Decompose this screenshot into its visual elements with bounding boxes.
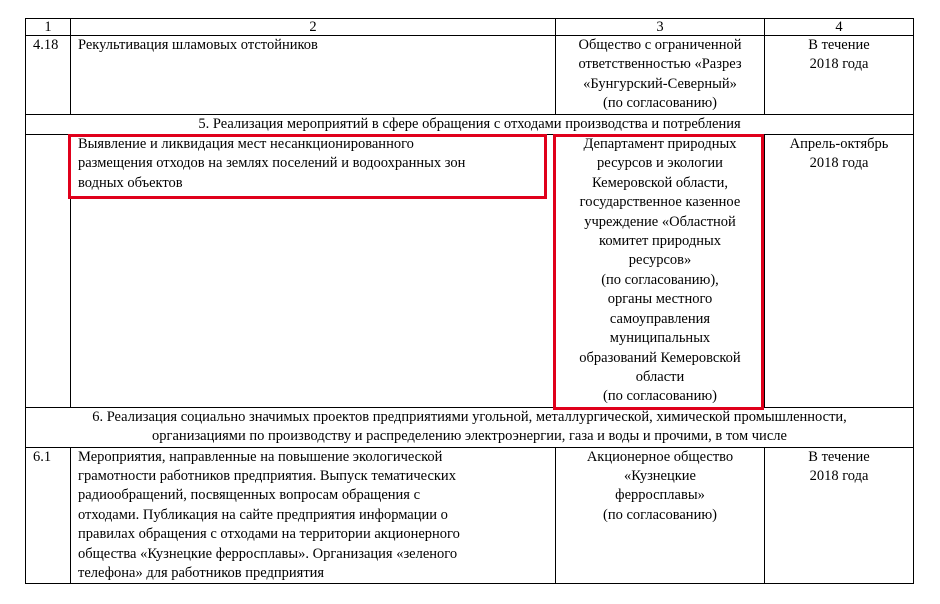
table-row-6-1 — [26, 447, 914, 584]
row-number: 6.1 — [26, 447, 71, 584]
description-line: правилах обращения с отходами на территории акционерного — [78, 526, 460, 543]
measure-description — [71, 135, 556, 408]
responsible-line: самоуправления — [609, 310, 711, 327]
section-5-title: 5. Реализация мероприятий в сфере обращения с отходами производства и потребления — [26, 114, 914, 134]
responsible-cell — [556, 447, 765, 584]
description-line: отходами. Публикация на сайте предприятия информации о — [78, 506, 448, 523]
header-col-3: 3 — [556, 19, 765, 36]
responsible-line: образований Кемеровской — [579, 349, 741, 366]
responsible-line: «Бунгурский-Северный» — [583, 75, 737, 92]
responsible-line: муниципальных — [609, 330, 711, 347]
section-title-line: 6. Реализация социально значимых проектов предприятиями угольной, металлургической, химической промышленности, — [92, 408, 847, 425]
measure-description — [71, 447, 556, 584]
responsible-line: Общество с ограниченной — [578, 37, 742, 53]
row-number — [26, 135, 71, 408]
row-number: 4.18 — [26, 36, 71, 115]
responsible-line: (по согласованию), — [601, 271, 719, 288]
table-row-4-18 — [26, 36, 914, 115]
term-line: В течение — [808, 37, 870, 53]
responsible-line: (по согласованию) — [603, 506, 717, 523]
term-cell — [765, 36, 914, 115]
header-col-2: 2 — [71, 19, 556, 36]
description-line: грамотности работников предприятия. Выпуск тематических — [78, 467, 456, 484]
responsible-line: Акционерное общество — [586, 448, 734, 465]
description-line: водных объектов — [78, 174, 183, 191]
description-line: Мероприятия, направленные на повышение экологической — [78, 448, 443, 465]
term-line: 2018 года — [809, 56, 869, 73]
responsible-line: (по согласованию) — [603, 95, 717, 112]
section-5-row — [26, 114, 914, 134]
responsible-line: ферросплавы» — [615, 487, 705, 504]
description-line: размещения отходов на землях поселений и водоохранных зон — [78, 155, 466, 172]
responsible-line: государственное казенное — [579, 194, 741, 211]
term-line: 2018 года — [809, 155, 869, 172]
responsible-line: ресурсов и экологии — [597, 155, 723, 172]
responsible-line: Кемеровской области, — [592, 174, 728, 191]
description-line: Выявление и ликвидация мест несанкционированного — [78, 136, 414, 153]
measure-description: Рекультивация шламовых отстойников — [71, 36, 556, 115]
term-line: 2018 года — [809, 467, 869, 484]
header-col-1: 1 — [26, 19, 71, 36]
responsible-line: органы местного — [607, 291, 713, 308]
responsible-line: «Кузнецкие — [623, 467, 696, 484]
responsible-line: ресурсов» — [628, 252, 692, 269]
term-line: В течение — [808, 448, 870, 465]
responsible-line: (по согласованию) — [603, 388, 717, 405]
section-6-title — [26, 407, 914, 447]
term-cell — [765, 447, 914, 584]
term-line: Апрель-октябрь — [789, 136, 889, 153]
section-6-row — [26, 407, 914, 447]
responsible-line: области — [635, 368, 685, 385]
responsible-cell — [556, 36, 765, 115]
responsible-line: учреждение «Областной — [584, 213, 736, 230]
description-line: телефона» для работников предприятия — [78, 564, 325, 581]
description-line: общества «Кузнецкие ферросплавы». Организация «зеленого — [78, 545, 458, 562]
responsible-line: ответственностью «Разрез — [578, 56, 742, 73]
header-col-4: 4 — [765, 19, 914, 36]
table-row-waste-sites — [26, 135, 914, 408]
responsible-line: Департамент природных — [583, 136, 737, 153]
responsible-line: комитет природных — [599, 233, 721, 250]
term-cell — [765, 135, 914, 408]
description-line: радиообращений, посвященных вопросам обращения с — [78, 487, 421, 504]
header-row — [26, 19, 914, 36]
section-title-line: организациями по производству и распределению электроэнергии, газа и воды и прочими, в том числе — [152, 428, 787, 445]
measures-table — [25, 18, 914, 584]
responsible-cell — [556, 135, 765, 408]
